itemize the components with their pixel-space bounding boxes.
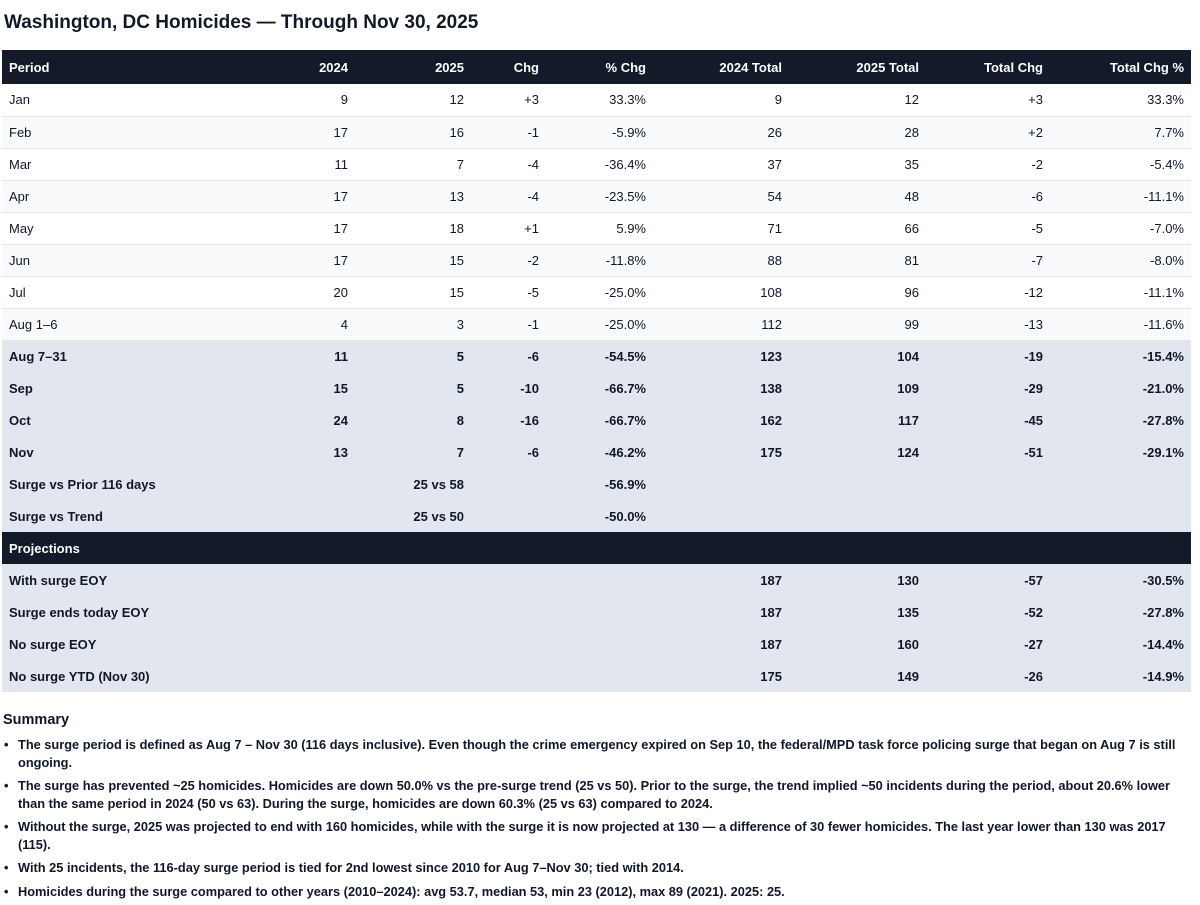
row-label-cell: Aug 7–31: [2, 340, 187, 372]
row-label-cell: Surge vs Trend: [2, 500, 187, 532]
table-cell: -14.4%: [1050, 628, 1191, 660]
table-cell: 187: [653, 628, 789, 660]
table-cell: [187, 564, 355, 596]
column-header-2024-total: 2024 Total: [653, 50, 789, 84]
table-cell: [789, 500, 926, 532]
table-header-row: [2, 50, 1191, 84]
table-cell: -30.5%: [1050, 564, 1191, 596]
table-cell: 109: [789, 372, 926, 404]
table-cell: -21.0%: [1050, 372, 1191, 404]
table-cell: [187, 500, 355, 532]
table-cell: 4: [187, 308, 355, 340]
table-cell: 99: [789, 308, 926, 340]
table-cell: [355, 628, 471, 660]
table-row: [2, 308, 1191, 340]
row-label-cell: Surge ends today EOY: [2, 596, 187, 628]
table-cell: 16: [355, 116, 471, 148]
table-cell: 18: [355, 212, 471, 244]
table-cell: [1050, 468, 1191, 500]
table-cell: -51: [926, 436, 1050, 468]
table-cell: -19: [926, 340, 1050, 372]
table-cell: 26: [653, 116, 789, 148]
table-cell: 160: [789, 628, 926, 660]
table-cell: 5: [355, 340, 471, 372]
table-cell: [355, 564, 471, 596]
table-cell: [653, 500, 789, 532]
table-cell: [789, 468, 926, 500]
table-cell: -11.1%: [1050, 276, 1191, 308]
summary-item: • Without the surge, 2025 was projected to end with 160 homicides, while with the surge it is now projected at 130 — a difference of 30 fewer homicides. The last year lower than 130 was 2017 (115).: [3, 818, 1188, 853]
table-cell: 28: [789, 116, 926, 148]
summary-section: [2, 712, 1198, 900]
table-cell: [187, 628, 355, 660]
table-cell: [653, 468, 789, 500]
table-cell: 187: [653, 596, 789, 628]
table-cell: 7.7%: [1050, 116, 1191, 148]
table-cell: 37: [653, 148, 789, 180]
table-cell: -14.9%: [1050, 660, 1191, 692]
table-cell: -8.0%: [1050, 244, 1191, 276]
row-label-cell: Surge vs Prior 116 days: [2, 468, 187, 500]
row-label-cell: Oct: [2, 404, 187, 436]
row-label-cell: Jun: [2, 244, 187, 276]
table-row: [2, 596, 1191, 628]
table-cell: -56.9%: [546, 468, 653, 500]
table-cell: 124: [789, 436, 926, 468]
table-cell: -10: [471, 372, 546, 404]
table-cell: [471, 628, 546, 660]
table-cell: 54: [653, 180, 789, 212]
table-cell: 17: [187, 116, 355, 148]
column-header-total-chg-pct: Total Chg %: [1050, 50, 1191, 84]
column-header-2025-total: 2025 Total: [789, 50, 926, 84]
table-cell: [1050, 500, 1191, 532]
table-cell: [187, 468, 355, 500]
table-cell: 17: [187, 180, 355, 212]
summary-item: • The surge has prevented ~25 homicides. Homicides are down 50.0% vs the pre-surge trend (25 vs 50). Prior to the surge, the trend implied ~50 incidents during the period, about 20.6% lower than the same period in 2024 (50 vs 63). During the surge, homicides are down 60.3% (25 vs 63) compared to 2024.: [3, 777, 1188, 812]
table-cell: 108: [653, 276, 789, 308]
table-cell: 7: [355, 148, 471, 180]
table-cell: 112: [653, 308, 789, 340]
table-cell: 149: [789, 660, 926, 692]
table-cell: -66.7%: [546, 404, 653, 436]
summary-heading: Summary: [3, 712, 70, 728]
table-cell: -27.8%: [1050, 404, 1191, 436]
table-row: [2, 628, 1191, 660]
table-cell: -57: [926, 564, 1050, 596]
table-cell: -7: [926, 244, 1050, 276]
table-cell: 17: [187, 212, 355, 244]
table-cell: -4: [471, 180, 546, 212]
table-cell: -27: [926, 628, 1050, 660]
table-cell: 123: [653, 340, 789, 372]
table-cell: 13: [187, 436, 355, 468]
table-cell: 3: [355, 308, 471, 340]
table-cell: 15: [187, 372, 355, 404]
table-cell: +3: [471, 84, 546, 116]
row-label-cell: With surge EOY: [2, 564, 187, 596]
row-label-cell: Jan: [2, 84, 187, 116]
table-cell: -15.4%: [1050, 340, 1191, 372]
table-cell: [355, 660, 471, 692]
table-cell: 130: [789, 564, 926, 596]
table-cell: 7: [355, 436, 471, 468]
table-cell: [546, 564, 653, 596]
table-cell: -5: [471, 276, 546, 308]
table-cell: -66.7%: [546, 372, 653, 404]
table-row: [2, 340, 1191, 372]
table-cell: 12: [789, 84, 926, 116]
table-row: [2, 148, 1191, 180]
table-cell: +3: [926, 84, 1050, 116]
column-header-2024: 2024: [187, 50, 355, 84]
table-cell: -26: [926, 660, 1050, 692]
table-cell: 104: [789, 340, 926, 372]
table-cell: [187, 660, 355, 692]
table-cell: 5: [355, 372, 471, 404]
table-cell: -12: [926, 276, 1050, 308]
row-label-cell: Nov: [2, 436, 187, 468]
table-cell: -25.0%: [546, 308, 653, 340]
page-title: Washington, DC Homicides — Through Nov 30, 2025: [4, 12, 479, 33]
table-cell: 187: [653, 564, 789, 596]
table-cell: -46.2%: [546, 436, 653, 468]
table-cell: [471, 660, 546, 692]
column-header-pct-chg: % Chg: [546, 50, 653, 84]
table-row: [2, 116, 1191, 148]
row-label-cell: Jul: [2, 276, 187, 308]
table-cell: 71: [653, 212, 789, 244]
table-cell: 175: [653, 660, 789, 692]
table-cell: 11: [187, 340, 355, 372]
table-cell: 25 vs 50: [355, 500, 471, 532]
table-cell: 162: [653, 404, 789, 436]
table-cell: -5.9%: [546, 116, 653, 148]
table-cell: 17: [187, 244, 355, 276]
table-cell: -52: [926, 596, 1050, 628]
table-row: [2, 468, 1191, 500]
table-row: [2, 500, 1191, 532]
table-cell: [471, 564, 546, 596]
table-cell: 9: [187, 84, 355, 116]
table-cell: [187, 596, 355, 628]
table-cell: -6: [926, 180, 1050, 212]
table-cell: [546, 660, 653, 692]
table-cell: -29: [926, 372, 1050, 404]
table-row: [2, 564, 1191, 596]
table-cell: 96: [789, 276, 926, 308]
table-cell: [926, 468, 1050, 500]
table-cell: 135: [789, 596, 926, 628]
table-cell: 33.3%: [546, 84, 653, 116]
summary-list: [3, 736, 1198, 900]
table-cell: [546, 628, 653, 660]
table-cell: 15: [355, 276, 471, 308]
table-cell: -36.4%: [546, 148, 653, 180]
table-cell: -7.0%: [1050, 212, 1191, 244]
table-row: [2, 372, 1191, 404]
table-cell: -5.4%: [1050, 148, 1191, 180]
table-row: [2, 180, 1191, 212]
table-cell: 8: [355, 404, 471, 436]
summary-item: • The surge period is defined as Aug 7 – Nov 30 (116 days inclusive). Even though the crime emergency expired on Sep 10, the federal/MPD task force policing surge that began on Aug 7 is still ongoing.: [3, 736, 1188, 771]
table-cell: +2: [926, 116, 1050, 148]
table-cell: 138: [653, 372, 789, 404]
row-label-cell: Mar: [2, 148, 187, 180]
table-cell: -11.1%: [1050, 180, 1191, 212]
table-cell: [546, 596, 653, 628]
table-cell: -16: [471, 404, 546, 436]
table-cell: 15: [355, 244, 471, 276]
table-cell: 48: [789, 180, 926, 212]
table-cell: -1: [471, 116, 546, 148]
row-label-cell: May: [2, 212, 187, 244]
table-cell: -11.6%: [1050, 308, 1191, 340]
table-cell: -6: [471, 436, 546, 468]
table-cell: 11: [187, 148, 355, 180]
table-cell: -4: [471, 148, 546, 180]
table-cell: 12: [355, 84, 471, 116]
table-cell: 33.3%: [1050, 84, 1191, 116]
summary-item: • Homicides during the surge compared to other years (2010–2024): avg 53.7, median 53, min 23 (2012), max 89 (2021). 2025: 25.: [3, 883, 1188, 901]
table-cell: -2: [471, 244, 546, 276]
table-cell: -5: [926, 212, 1050, 244]
section-row-projections: [2, 532, 1191, 564]
table-cell: 35: [789, 148, 926, 180]
table-cell: 24: [187, 404, 355, 436]
table-cell: -11.8%: [546, 244, 653, 276]
table-cell: -25.0%: [546, 276, 653, 308]
table-cell: 13: [355, 180, 471, 212]
table-cell: 81: [789, 244, 926, 276]
table-cell: [355, 596, 471, 628]
table-row: [2, 436, 1191, 468]
table-cell: -29.1%: [1050, 436, 1191, 468]
row-label-cell: Apr: [2, 180, 187, 212]
row-label-cell: Sep: [2, 372, 187, 404]
table-cell: 117: [789, 404, 926, 436]
row-label-cell: Feb: [2, 116, 187, 148]
row-label-cell: No surge YTD (Nov 30): [2, 660, 187, 692]
table-cell: [471, 596, 546, 628]
table-cell: -1: [471, 308, 546, 340]
table-cell: -45: [926, 404, 1050, 436]
table-cell: 25 vs 58: [355, 468, 471, 500]
table-cell: 175: [653, 436, 789, 468]
table-cell: -23.5%: [546, 180, 653, 212]
table-cell: [471, 500, 546, 532]
table-row: [2, 660, 1191, 692]
table-row: [2, 276, 1191, 308]
table-cell: -54.5%: [546, 340, 653, 372]
table-cell: 5.9%: [546, 212, 653, 244]
table-cell: -6: [471, 340, 546, 372]
row-label-cell: No surge EOY: [2, 628, 187, 660]
row-label-cell: Aug 1–6: [2, 308, 187, 340]
table-cell: 20: [187, 276, 355, 308]
column-header-period: Period: [2, 50, 187, 84]
table-cell: 88: [653, 244, 789, 276]
table-body: [2, 84, 1191, 692]
table-cell: 9: [653, 84, 789, 116]
table-cell: -2: [926, 148, 1050, 180]
table-cell: [926, 500, 1050, 532]
summary-item: • With 25 incidents, the 116-day surge period is tied for 2nd lowest since 2010 for Aug 7–Nov 30; tied with 2014.: [3, 859, 1188, 877]
column-header-total-chg: Total Chg: [926, 50, 1050, 84]
table-row: [2, 84, 1191, 116]
homicides-table: [2, 50, 1191, 692]
table-cell: -50.0%: [546, 500, 653, 532]
section-label: Projections: [2, 532, 1191, 564]
table-cell: [471, 468, 546, 500]
table-cell: 66: [789, 212, 926, 244]
column-header-2025: 2025: [355, 50, 471, 84]
table-row: [2, 404, 1191, 436]
table-row: [2, 212, 1191, 244]
table-cell: +1: [471, 212, 546, 244]
table-row: [2, 244, 1191, 276]
table-cell: -13: [926, 308, 1050, 340]
table-cell: -27.8%: [1050, 596, 1191, 628]
column-header-chg: Chg: [471, 50, 546, 84]
